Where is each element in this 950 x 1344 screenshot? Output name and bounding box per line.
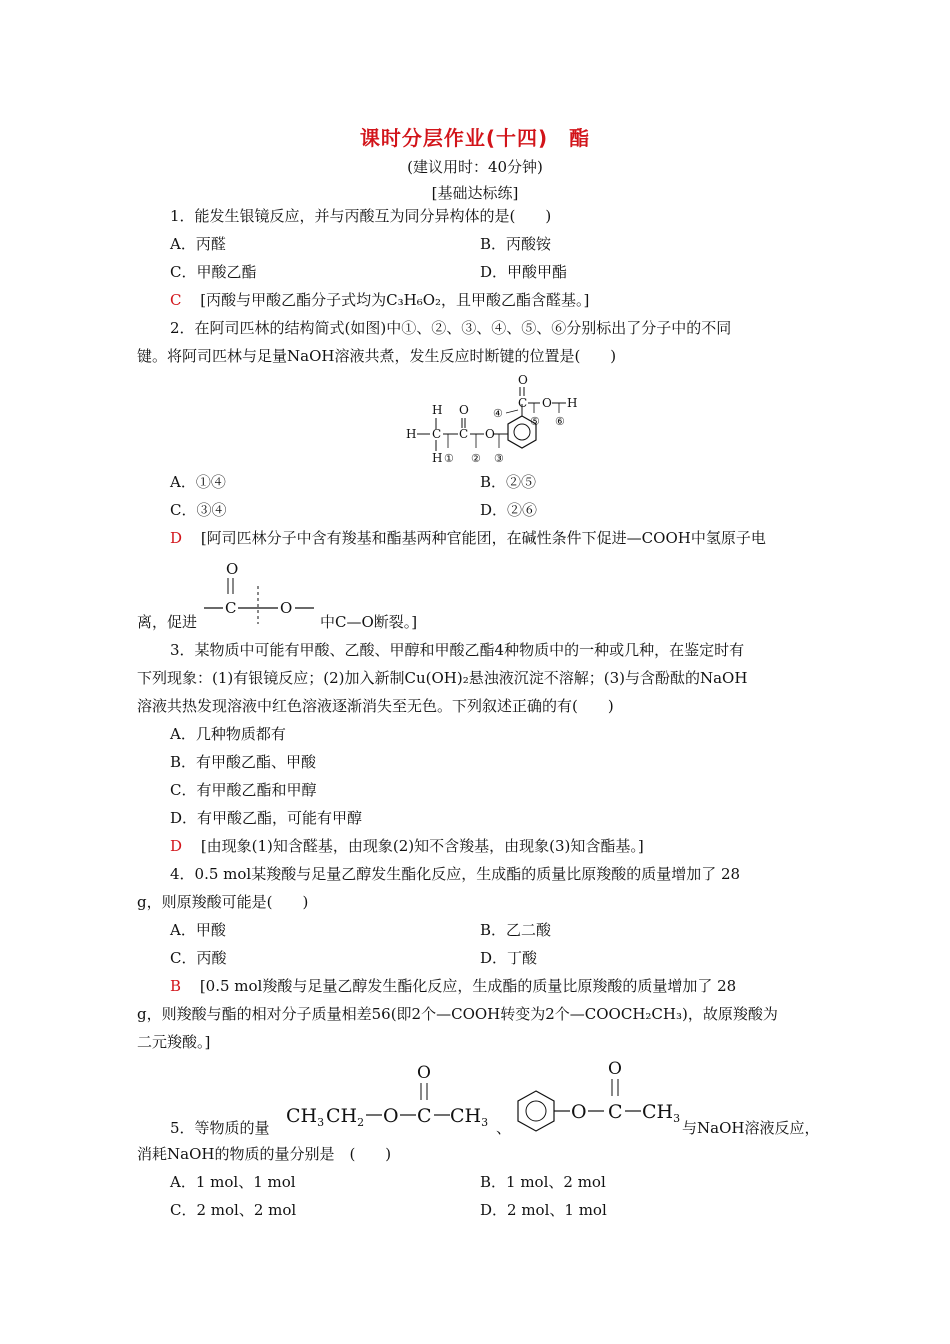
q1-option-b: B．丙酸铵	[480, 235, 552, 253]
q5-separator: 、	[496, 1119, 512, 1137]
q4-explanation-line3: 二元羧酸。]	[137, 1033, 211, 1051]
q2-option-a: A．①④	[170, 473, 226, 491]
q3-option-b: B．有甲酸乙酯、甲酸	[170, 753, 317, 771]
q5-option-d: D．2 mol、1 mol	[480, 1201, 607, 1219]
ethyl-ch2: $CH_2$	[326, 1105, 365, 1129]
q3-stem-line2: 下列现象：(1)有银镜反应；(2)加入新制Cu(OH)₂悬浊液沉淀不溶解；(3)与含酚酞的NaOH	[137, 669, 748, 687]
ethyl-acetyl-ch3: $CH_3$	[450, 1105, 489, 1129]
aspirin-structure-diagram	[400, 372, 590, 468]
q5-option-b: B．1 mol、2 mol	[480, 1173, 606, 1191]
q4-option-c: C．丙酸	[170, 949, 227, 967]
q3-option-a: A．几种物质都有	[170, 725, 286, 743]
bond1-label: ①	[444, 452, 454, 465]
q5-option-a: A．1 mol、1 mol	[170, 1173, 296, 1191]
bond4-label: ④	[493, 407, 503, 420]
q2-stem-line1: 2．在阿司匹林的结构简式(如图)中①、②、③、④、⑤、⑥分别标出了分子中的不同	[170, 319, 732, 337]
bond2-label: ②	[471, 452, 481, 465]
ethyl-ch3: $CH_3$	[286, 1105, 325, 1129]
q4-explanation-line2: g，则羧酸与酯的相对分子质量相差56(即2个—COOH转变为2个—COOCH₂CH₃)，故原羧酸为	[137, 1005, 778, 1023]
ester-bond-diagram	[200, 556, 320, 626]
aspirin-h-hydroxyl: H	[567, 396, 578, 410]
aspirin-c-methyl: C	[432, 427, 442, 441]
bond5-label: ⑤	[530, 415, 540, 428]
q4-stem-line1: 4．0.5 mol某羧酸与足量乙醇发生酯化反应，生成酯的质量比原羧酸的质量增加了 28	[170, 865, 741, 883]
aspirin-h-left: H	[406, 427, 417, 441]
aspirin-c-carbonyl: C	[459, 427, 469, 441]
q2-answer-line	[170, 528, 766, 548]
aspirin-o-ester: O	[485, 427, 495, 441]
q1-option-d: D．甲酸甲酯	[480, 263, 568, 281]
q3-option-d: D．有甲酸乙酯，可能有甲醇	[170, 809, 363, 827]
time-hint: (建议用时：40分钟)	[407, 158, 543, 176]
section-heading: [基础达标练]	[431, 184, 519, 202]
q3-option-c: C．有甲酸乙酯和甲醇	[170, 781, 317, 799]
q1-stem: 1．能发生银镜反应，并与丙酸互为同分异构体的是( )	[170, 207, 552, 225]
q3-explanation: [由现象(1)知含醛基，由现象(2)知不含羧基，由现象(3)知含酯基。]	[200, 837, 644, 855]
q2-answer: D	[170, 529, 183, 547]
bond6-label: ⑥	[555, 415, 565, 428]
q2-option-d: D．②⑥	[480, 501, 538, 519]
q2-explanation-prefix: 离，促进	[137, 613, 198, 631]
aspirin-h-top: H	[432, 403, 443, 417]
q4-option-b: B．乙二酸	[480, 921, 552, 939]
bond3-label: ③	[494, 452, 504, 465]
ethyl-acetate-structure	[286, 1062, 496, 1138]
ester-o-single: O	[280, 599, 293, 617]
phenyl-o-single: O	[571, 1101, 587, 1123]
phenyl-o-carbonyl: O	[608, 1059, 622, 1079]
ester-o-carbonyl: O	[226, 560, 239, 578]
q2-explanation-suffix: 中C—O断裂。]	[320, 613, 418, 631]
aspirin-h-bottom: H	[432, 451, 443, 465]
ethyl-c-carbonyl: C	[417, 1105, 432, 1127]
q2-option-c: C．③④	[170, 501, 227, 519]
q3-answer: D	[170, 837, 183, 855]
phenyl-acetate-structure	[510, 1060, 690, 1138]
q4-stem-line2: g，则原羧酸可能是( )	[137, 893, 309, 911]
aspirin-o-hydroxyl: O	[542, 396, 552, 410]
q2-explanation-line1: [阿司匹林分子中含有羧基和酯基两种官能团，在碱性条件下促进—COOH中氢原子电	[200, 529, 766, 547]
aspirin-o-carboxyl: O	[518, 373, 528, 387]
q3-stem-line3: 溶液共热发现溶液中红色溶液逐渐消失至无色。下列叙述正确的有( )	[137, 697, 614, 715]
q5-stem-suffix: 与NaOH溶液反应，	[682, 1119, 820, 1137]
q1-option-a: A．丙醛	[170, 235, 226, 253]
q4-answer: B	[170, 977, 182, 995]
q1-answer: C	[170, 291, 182, 309]
phenyl-c-carbonyl: C	[608, 1101, 623, 1123]
q4-answer-line	[170, 976, 736, 996]
q5-stem-line2: 消耗NaOH的物质的量分别是 ( )	[137, 1145, 392, 1163]
page-title: 课时分层作业(十四) 酯	[359, 126, 591, 150]
phenyl-ring	[518, 1091, 554, 1131]
q4-explanation-line1: [0.5 mol羧酸与足量乙醇发生酯化反应，生成酯的质量比原羧酸的质量增加了 28	[199, 977, 737, 995]
q1-option-c: C．甲酸乙酯	[170, 263, 257, 281]
q5-stem-prefix: 5．等物质的量	[170, 1119, 270, 1137]
q2-stem-line2: 键。将阿司匹林与足量NaOH溶液共煮，发生反应时断键的位置是( )	[137, 347, 617, 365]
q2-option-b: B．②⑤	[480, 473, 537, 491]
q1-answer-line	[170, 290, 589, 310]
q1-explanation: [丙酸与甲酸乙酯分子式均为C₃H₆O₂，且甲酸乙酯含醛基。]	[200, 291, 590, 309]
ethyl-o-carbonyl: O	[417, 1063, 431, 1083]
q5-option-c: C．2 mol、2 mol	[170, 1201, 297, 1219]
phenyl-acetyl-ch3: $CH_3$	[642, 1101, 681, 1125]
q3-answer-line	[170, 836, 644, 856]
q3-stem-line1: 3．某物质中可能有甲酸、乙酸、甲醇和甲酸乙酯4种物质中的一种或几种，在鉴定时有	[170, 641, 745, 659]
aspirin-o-carbonyl: O	[459, 403, 469, 417]
q4-option-a: A．甲酸	[170, 921, 226, 939]
ester-c: C	[225, 599, 237, 617]
ethyl-o-single: O	[383, 1105, 399, 1127]
q4-option-d: D．丁酸	[480, 949, 538, 967]
aspirin-c-carboxyl: C	[518, 396, 528, 410]
